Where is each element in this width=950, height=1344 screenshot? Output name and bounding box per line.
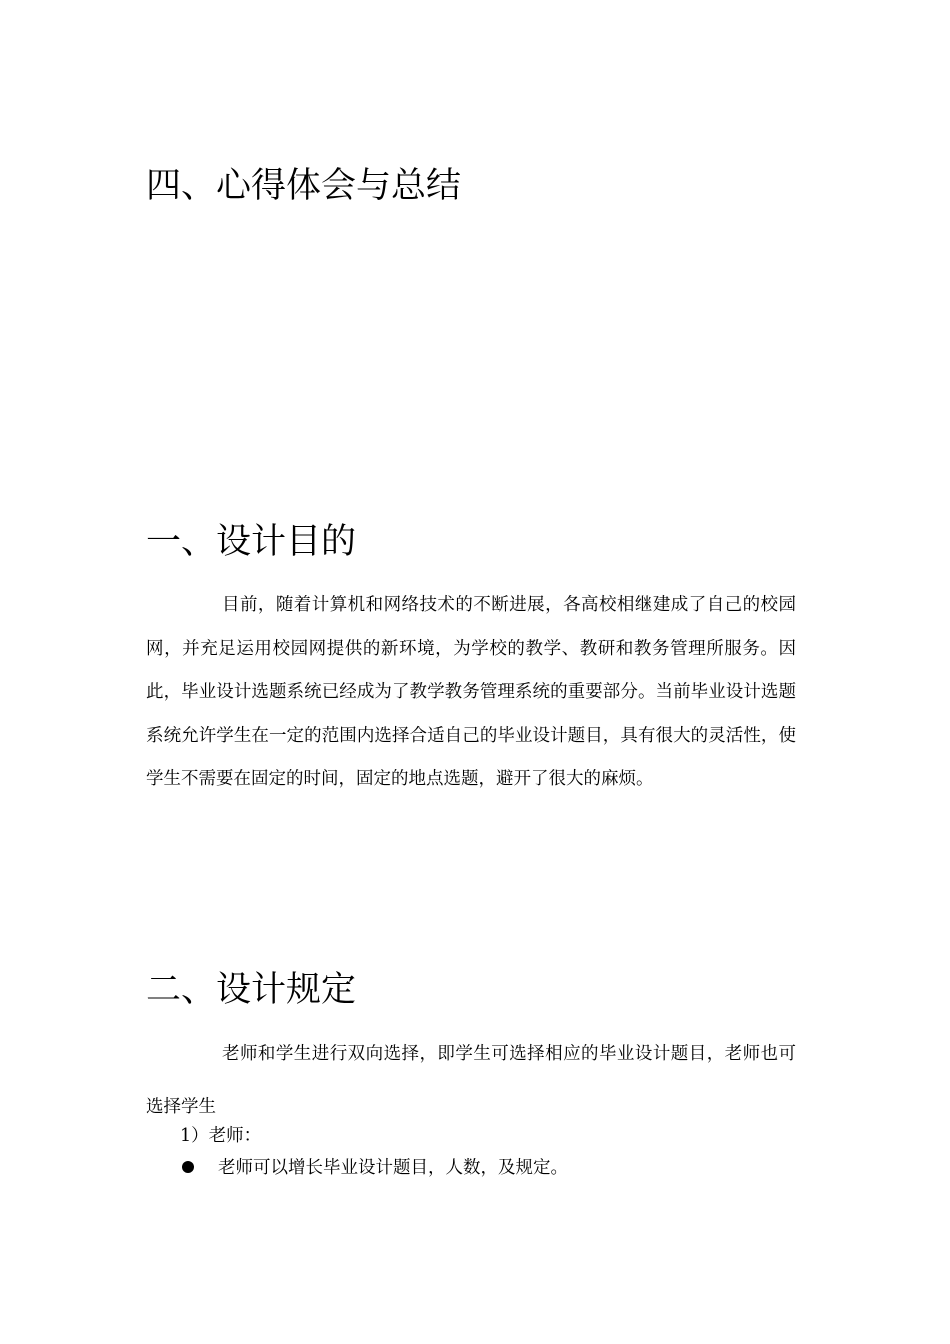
rules-paragraph: 老师和学生进行双向选择，即学生可选择相应的毕业设计题目，老师也可选择学生 <box>146 1044 796 1117</box>
teacher-sub-label: 1）老师： <box>180 1126 262 1146</box>
section-heading-purpose: 一、设计目的 <box>146 522 357 562</box>
bullet-list-item <box>180 1153 568 1183</box>
bullet-dot-icon <box>182 1161 194 1173</box>
section-heading-summary: 四、心得体会与总结 <box>146 166 462 206</box>
bullet-text: 老师可以增长毕业设计题目，人数，及规定。 <box>218 1158 568 1178</box>
purpose-paragraph: 目前，随着计算机和网络技术的不断进展，各高校相继建成了自己的校园网，并充足运用校园网提供的新环境，为学校的教学、教研和教务管理所服务。因此，毕业设计选题系统已经成为了教学教务管理系统的重要部分。当前毕业设计选题系统允许学生在一定的范围内选择合适自己的毕业设计题目，具有很大的灵活性，使学生不需要在固定的时间，固定的地点选题，避开了很大的麻烦。 <box>146 595 796 789</box>
section-heading-rules: 二、设计规定 <box>146 970 357 1010</box>
